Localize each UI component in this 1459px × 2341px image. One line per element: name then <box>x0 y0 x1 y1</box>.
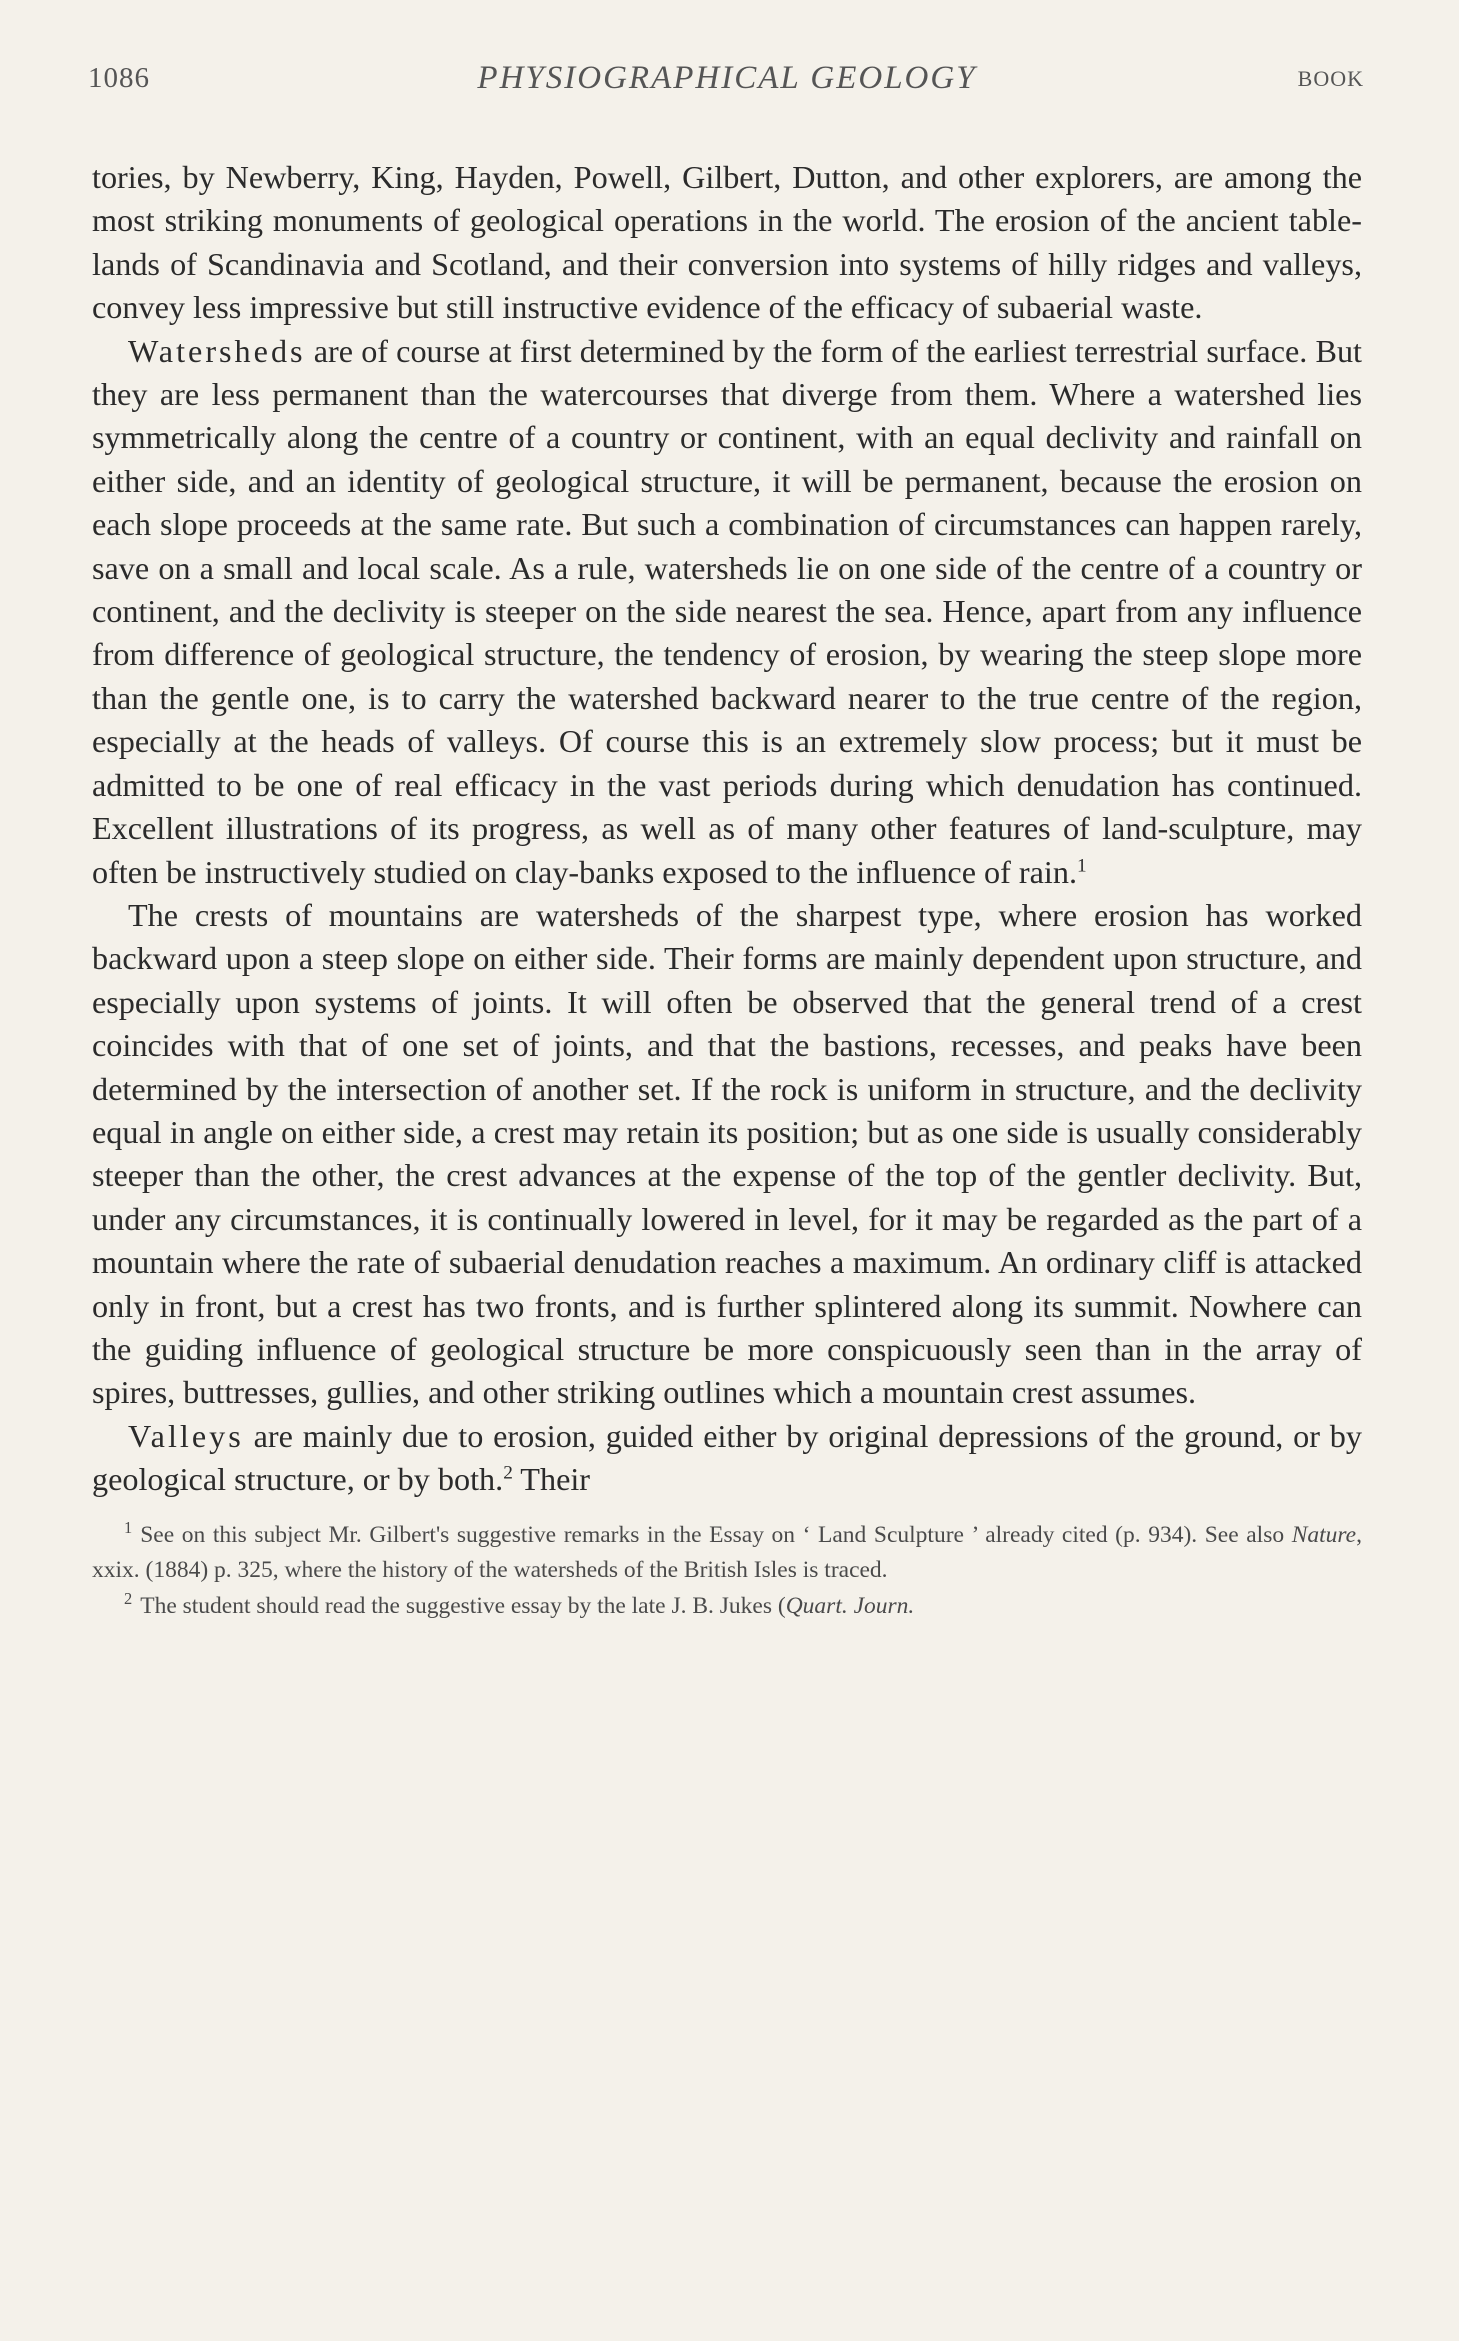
paragraph-lead: Watersheds <box>128 332 306 369</box>
paragraph-crests: The crests of mountains are watersheds of the sharpest type, where erosion has worked backward upon a steep slope on either side. Their forms are mainly dependent upon structure, and especially upon systems of joints. It will often be observed that the general trend of a crest coincides with that of one set of joints, and that the bastions, recesses, and peaks have been determined by the intersection of another set. If the rock is uniform in structure, and the declivity equal in angle on either side, a crest may retain its position; but as one side is usually considerably steeper than the other, the crest advances at the expense of the top of the gentler declivity. But, under any circumstances, it is continually lowered in level, for it may be regarded as the part of a mountain where the rate of subaerial denudation reaches a maximum. An ordinary cliff is attacked only in front, but a crest has two fronts, and is further splintered along its summit. Nowhere can the guiding influence of geological structure be more conspicuously seen than in the array of spires, buttresses, gullies, and other striking outlines which a mountain crest assumes. <box>92 896 1362 1411</box>
section-label: BOOK <box>1297 66 1364 91</box>
book-page <box>88 58 1364 1624</box>
footnote-ref[interactable]: 2 <box>503 1462 513 1484</box>
footnote: $^1$ See on this subject Mr. Gilbert's suggestive remarks in the Essay on ‘ Land Sculpture ’ already cited (p. 934). See also Nature, xxix. (1884) p. 325, where the history of the watersheds of the British Isles is traced. <box>92 1517 1362 1584</box>
page-number: 1086 <box>88 62 150 94</box>
footnotes <box>92 1518 1362 1625</box>
footnote: $^2$ The student should read the suggestive essay by the late J. B. Jukes (Quart. Journ. <box>124 1588 915 1619</box>
paragraph-valleys: Valleys are mainly due to erosion, guided either by original depressions of the ground, or by geological structure, or by both.$^2$ Their <box>92 1417 1362 1498</box>
paragraph: tories, by Newberry, King, Hayden, Powell, Gilbert, Dutton, and other explorers, are among the most striking monuments of geological operations in the world. The erosion of the ancient table-lands of Scandinavia and Scotland, and their conversion into systems of hilly ridges and valleys, convey less impressive but still instructive evidence of the efficacy of subaerial waste. <box>92 159 1362 326</box>
footnote-ref[interactable]: 1 <box>1077 854 1087 876</box>
running-head <box>88 58 1364 102</box>
footnote-mark: 1 <box>124 1517 133 1537</box>
running-title: PHYSIOGRAPHICAL GEOLOGY <box>477 60 977 96</box>
footnote-mark: 2 <box>124 1588 133 1608</box>
journal-title: Nature <box>1291 1521 1357 1548</box>
paragraph-watersheds: Watersheds are of course at first determined by the form of the earliest terrestrial surface. But they are less permanent than the watercourses that diverge from them. Where a watershed lies symmetrically along the centre of a country or continent, with an equal declivity and rainfall on either side, and an identity of geological structure, it will be permanent, because the erosion on each slope proceeds at the same rate. But such a combination of circumstances can happen rarely, save on a small and local scale. As a rule, watersheds lie on one side of the centre of a country or continent, and the declivity is steeper on the side nearest the sea. Hence, apart from any influence from difference of geological structure, the tendency of erosion, by wearing the steep slope more than the gentle one, is to carry the watershed backward nearer to the true centre of the region, especially at the heads of valleys. Of course this is an extremely slow process; but it must be admitted to be one of real efficacy in the vast periods during which denudation has continued. Excellent illustrations of its progress, as well as of many other features of land-sculpture, may often be instructively studied on clay-banks exposed to the influence of rain.$^1$ <box>92 332 1362 890</box>
journal-title: Quart. Journ. <box>785 1592 915 1619</box>
body-text <box>92 156 1362 1502</box>
paragraph-lead: Valleys <box>128 1417 244 1454</box>
